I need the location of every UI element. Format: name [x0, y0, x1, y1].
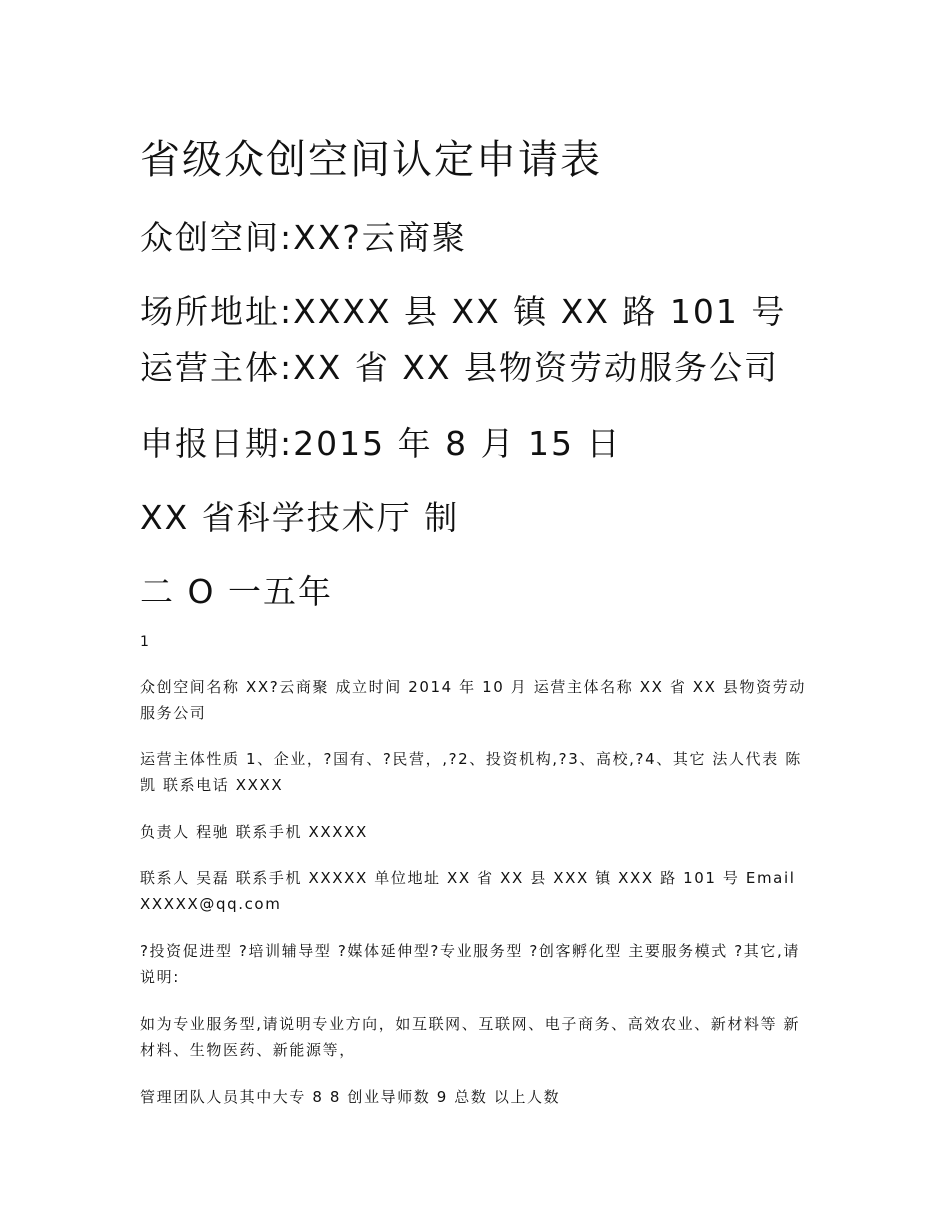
form-row-service-mode: ?投资促进型 ?培训辅导型 ?媒体延伸型?专业服务型 ?创客孵化型 主要服务模式 ?其它,请说明:: [140, 942, 800, 986]
form-row-contact: 联系人 吴磊 联系手机 XXXXX 单位地址 XX 省 XX 县 XXX 镇 XXX 路 101 号 Email XXXXX@qq.com: [140, 869, 796, 913]
space-name-line: 众创空间:XX?云商聚: [140, 218, 467, 257]
page-number: 1: [140, 634, 149, 650]
year-line: 二 O 一五年: [140, 572, 333, 611]
form-row-operator-type: 运营主体性质 1、企业，?国有、?民营，,?2、投资机构,?3、高校,?4、其它 法人代表 陈凯 联系电话 XXXX: [140, 750, 802, 794]
issuer-line: XX 省科学技术厅 制: [140, 498, 460, 537]
address-line: 场所地址:XXXX 县 XX 镇 XX 路 101 号: [140, 292, 787, 331]
form-row-responsible-person: 负责人 程驰 联系手机 XXXXX: [140, 823, 368, 841]
operator-line: 运营主体:XX 省 XX 县物资劳动服务公司: [140, 348, 780, 387]
date-line: 申报日期:2015 年 8 月 15 日: [140, 424, 622, 463]
form-row-management-team: 管理团队人员其中大专 8 8 创业导师数 9 总数 以上人数: [140, 1088, 561, 1106]
form-row-basic-info: 众创空间名称 XX?云商聚 成立时间 2014 年 10 月 运营主体名称 XX 省 XX 县物资劳动服务公司: [140, 678, 806, 722]
document-title: 省级众创空间认定申请表: [140, 137, 602, 183]
form-row-professional-direction: 如为专业服务型,请说明专业方向，如互联网、互联网、电子商务、高效农业、新材料等 新材料、生物医药、新能源等，: [140, 1015, 801, 1059]
